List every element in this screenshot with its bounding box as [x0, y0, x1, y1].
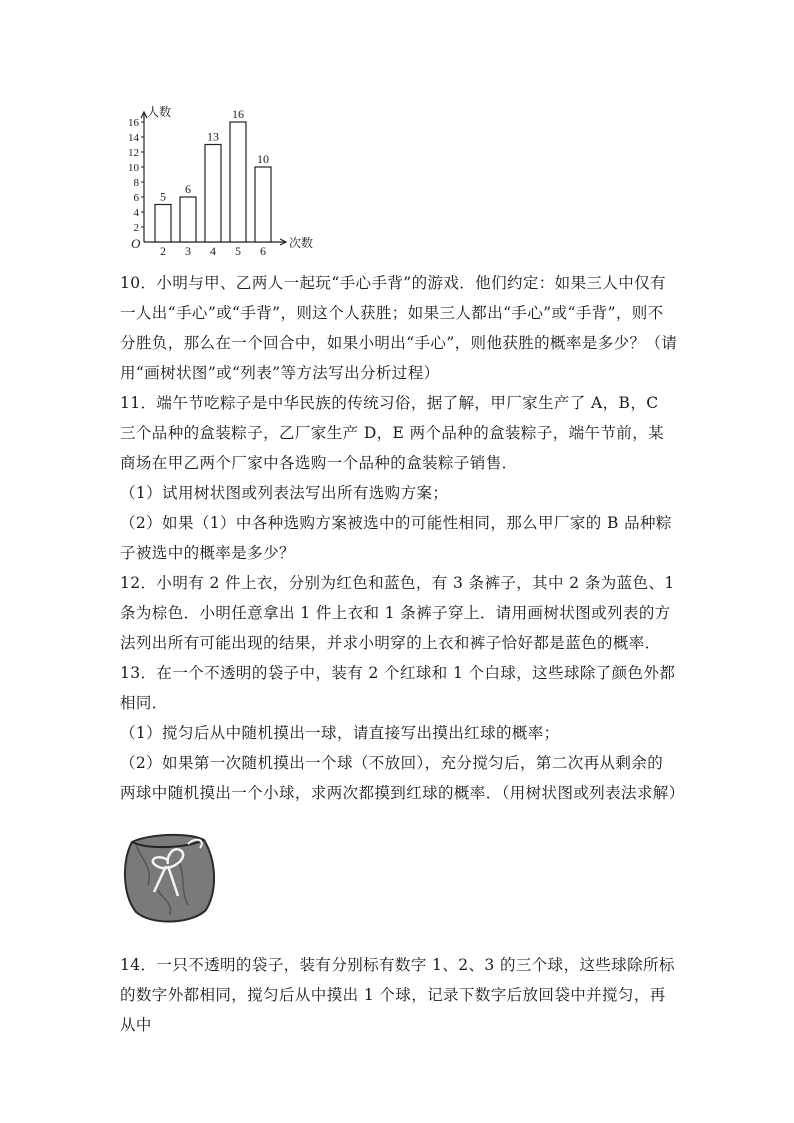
y-axis-label: 人数 — [147, 105, 172, 119]
question-14: 14．一只不透明的袋子，装有分别标有数字 1、2、3 的三个球，这些球除所标的数字外都相同，搅匀后从中摸出 1 个球，记录下数字后放回袋中并搅匀，再从中 — [120, 956, 675, 1034]
y-tick-label: 8 — [133, 177, 139, 189]
question-11: 11．端午节吃粽子是中华民族的传统习俗，据了解，甲厂家生产了 A，B，C 三个品种的盒装粽子，乙厂家生产 D，E 两个品种的盒装粽子，端午节前，某商场在甲乙两个厂家中各选购一个品种的盒装粽子销售． — [120, 394, 664, 472]
question-12: 12．小明有 2 件上衣，分别为红色和蓝色，有 3 条裤子，其中 2 条为蓝色、1 条为棕色．小明任意拿出 1 件上衣和 1 条裤子穿上．请用画树状图或列表的方法列出所有可能出现的结果，并求小明穿的上衣和裤子恰好都是蓝色的概率． — [120, 574, 675, 652]
question-13-part-1: （1）搅匀后从中随机摸出一球，请直接写出摸出红球的概率； — [120, 724, 560, 742]
bar-data-label: 5 — [160, 189, 166, 204]
chart-bars — [155, 107, 271, 258]
bar — [155, 205, 171, 243]
y-tick-label: 2 — [133, 222, 139, 234]
bag-illustration — [118, 830, 220, 926]
y-tick-label: 12 — [128, 147, 139, 159]
x-tick-label: 2 — [160, 244, 166, 258]
question-list — [120, 268, 685, 808]
origin-label: O — [131, 236, 141, 251]
bar-data-label: 13 — [207, 129, 219, 144]
question-10: 10．小明与甲、乙两人一起玩“手心手背”的游戏．他们约定：如果三人中仅有一人出“手心”或“手背”，则这个人获胜；如果三人都出“手心”或“手背”，则不分胜负，那么在一个回合中，如果小明出“手心”，则他获胜的概率是多少？（请用“画树状图”或“列表”等方法写出分析过程） — [120, 274, 678, 382]
question-11-part-1: （1）试用树状图或列表法写出所有选购方案； — [120, 484, 449, 502]
bar — [205, 145, 221, 243]
bar — [180, 197, 196, 242]
x-tick-label: 3 — [185, 244, 191, 258]
bar-data-label: 10 — [257, 152, 269, 166]
x-axis-label: 次数 — [289, 236, 314, 250]
x-tick-label: 5 — [235, 244, 241, 258]
question-13: 13．在一个不透明的袋子中，装有 2 个红球和 1 个白球，这些球除了颜色外都相同． — [120, 664, 676, 712]
question-11-part-2: （2）如果（1）中各种选购方案被选中的可能性相同，那么甲厂家的 B 品种粽子被选中的概率是多少？ — [120, 514, 672, 562]
y-tick-label: 16 — [128, 117, 139, 129]
x-tick-label: 6 — [260, 244, 266, 258]
bar — [255, 167, 271, 242]
bar-data-label: 6 — [185, 182, 191, 196]
y-tick-label: 14 — [128, 132, 139, 144]
bar — [230, 122, 246, 242]
y-tick-label: 6 — [133, 192, 139, 204]
question-13-part-2: （2）如果第一次随机摸出一个球（不放回），充分搅匀后，第二次再从剩余的两球中随机摸出一个小球，求两次都摸到红球的概率．（用树状图或列表法求解） — [120, 754, 685, 802]
y-tick-label: 10 — [128, 162, 139, 174]
y-tick-label: 4 — [133, 207, 139, 219]
bar-data-label: 16 — [232, 107, 244, 121]
x-tick-label: 4 — [210, 244, 216, 258]
question-14-block — [120, 950, 678, 1040]
bar-chart — [108, 100, 338, 260]
